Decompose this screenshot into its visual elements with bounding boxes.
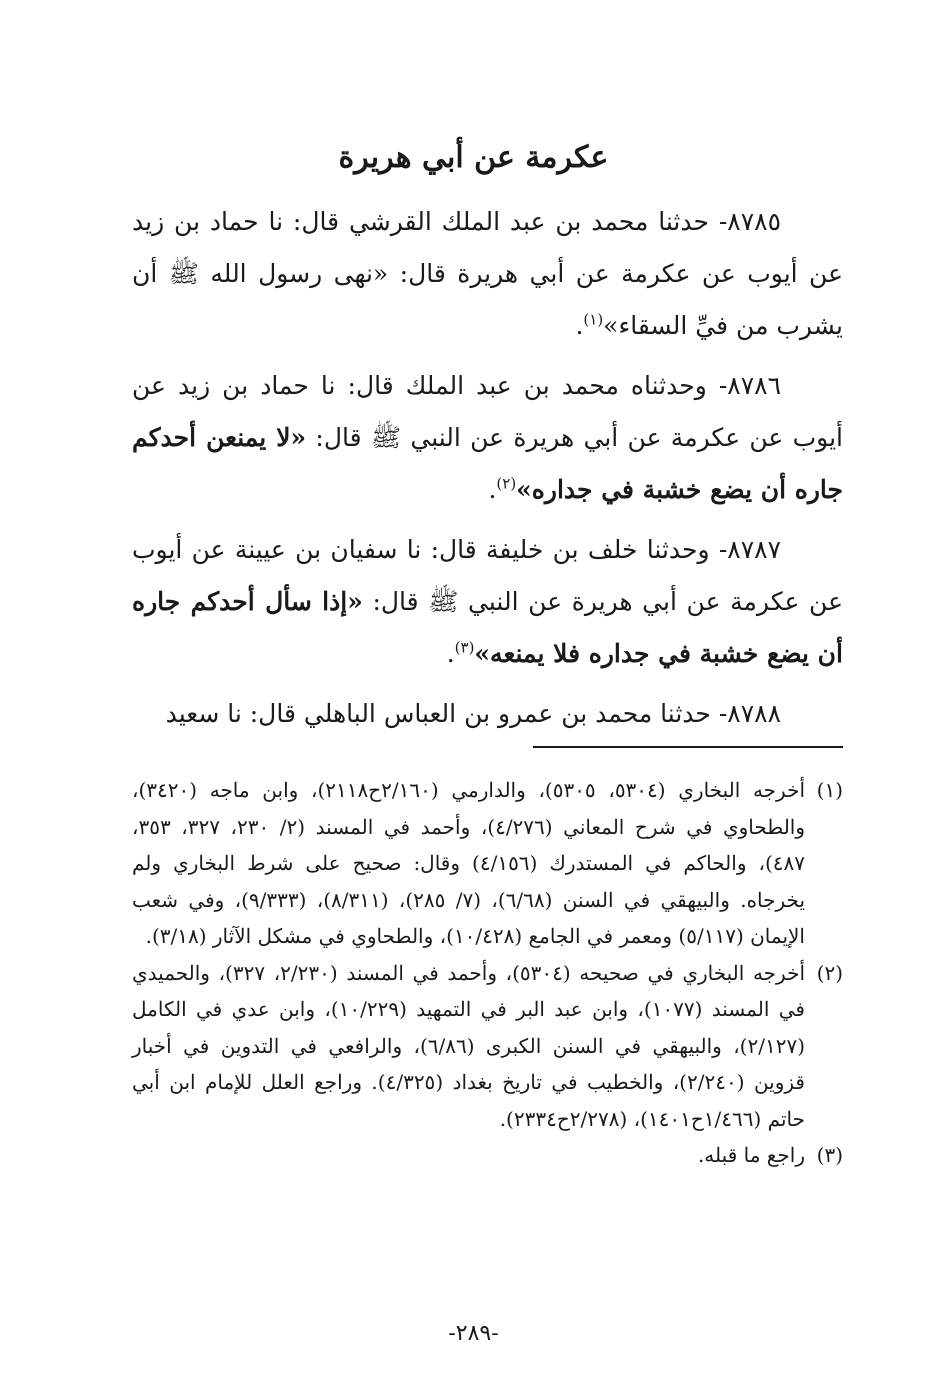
footnote-ref: (٢) xyxy=(496,474,517,493)
footnote-text: راجع ما قبله. xyxy=(697,1143,805,1167)
hadith-text: ٨٧٨٧- وحدثنا خلف بن خليفة قال: نا سفيان بن عيينة عن أيوب عن عكرمة عن أبي هريرة عن النبي ﷺ قال: xyxy=(132,535,843,616)
hadith-8786: ٨٧٨٦- وحدثناه محمد بن عبد الملك قال: نا حماد بن زيد عن أيوب عن عكرمة عن أبي هريرة عن النبي ﷺ قال: «لا يمنعن أحدكم جاره أن يضع خشبة في جداره»$^{(٢)}$. xyxy=(132,371,844,504)
footnote-3 xyxy=(132,1137,843,1174)
footnotes-section xyxy=(132,772,843,1174)
chapter-title: عكرمة عن أبي هريرة xyxy=(338,140,609,175)
hadith-8787: ٨٧٨٧- وحدثنا خلف بن خليفة قال: نا سفيان بن عيينة عن أيوب عن عكرمة عن أبي هريرة عن النبي ﷺ قال: «إذا سأل أحدكم جاره أن يضع خشبة في جداره فلا يمنعه»$^{(٣)}$. xyxy=(132,535,843,668)
hadith-text: ٨٧٨٦- وحدثناه محمد بن عبد الملك قال: نا حماد بن زيد عن أيوب عن عكرمة عن أبي هريرة عن النبي ﷺ قال: xyxy=(132,371,844,452)
hadith-8785: ٨٧٨٥- حدثنا محمد بن عبد الملك القرشي قال: نا حماد بن زيد عن أيوب عن عكرمة عن أبي هريرة قال: «نهى رسول الله ﷺ أن يشرب من فيِّ السقاء»$^{(١)}$. xyxy=(132,207,843,340)
footnote-text: أخرجه البخاري (٥٣٠٤، ٥٣٠٥)، والدارمي (٢/١٦٠ح٢١١٨)، وابن ماجه (٣٤٢٠)، والطحاوي في شرح المعاني (٤/٢٧٦)، وأحمد في المسند (٢/ ٢٣٠، ٣٢٧، ٣٥٣، ٤٨٧)، والحاكم في المستدرك (٤/١٥٦) وقال: صحيح على شرط البخاري ولم يخرجاه. والبيهقي في السنن (٦/٦٨)، (٧/ ٢٨٥)، (٨/٣١١)، (٩/٣٣٣)، وفي شعب الإيمان (٥/١١٧) ومعمر في الجامع (١٠/٤٢٨)، والطحاوي في مشكل الآثار (٣/١٨). xyxy=(132,778,806,948)
footnote-text: أخرجه البخاري في صحيحه (٥٣٠٤)، وأحمد في المسند (٢/٢٣٠، ٣٢٧)، والحميدي في المسند (١٠٧٧)، وابن عبد البر في التمهيد (١٠/٢٢٩)، وابن عدي في الكامل (٢/١٢٧)، والبيهقي في السنن الكبرى (٦/٨٦)، والرافعي في التدوين في أخبار قزوين (٢/٢٤٠)، والخطيب في تاريخ بغداد (٤/٣٢٥). وراجع العلل للإمام ابن أبي حاتم (١/٤٦٦ح١٤٠١)، (٢/٢٧٨ح٢٣٣٤). xyxy=(132,960,806,1131)
hadith-text: ٨٧٨٥- حدثنا محمد بن عبد الملك القرشي قال: نا حماد بن زيد عن أيوب عن عكرمة عن أبي هريرة قال: «نهى رسول الله ﷺ أن يشرب من فيِّ السقاء» xyxy=(132,207,843,340)
footnote-2 xyxy=(132,955,843,1138)
footnote-ref: (١) xyxy=(583,310,604,329)
page-number: -٢٨٩- xyxy=(448,1321,499,1346)
hadith-8788 xyxy=(132,688,843,740)
footnote-divider xyxy=(533,746,843,748)
footnote-1 xyxy=(132,772,843,955)
footnote-number: (١) xyxy=(816,778,843,802)
footnote-ref: (٣) xyxy=(454,638,475,657)
footnote-number: (٣) xyxy=(816,1143,843,1167)
hadith-matn: «إذا سأل أحدكم جاره أن يضع خشبة في جداره فلا يمنعه» xyxy=(132,587,843,668)
hadith-matn: «لا يمنعن أحدكم جاره أن يضع خشبة في جداره» xyxy=(132,423,843,504)
footnote-number: (٢) xyxy=(816,960,843,985)
hadith-section xyxy=(132,196,843,748)
hadith-text: ٨٧٨٨- حدثنا محمد بن عمرو بن العباس الباهلي قال: نا سعيد xyxy=(165,699,781,728)
